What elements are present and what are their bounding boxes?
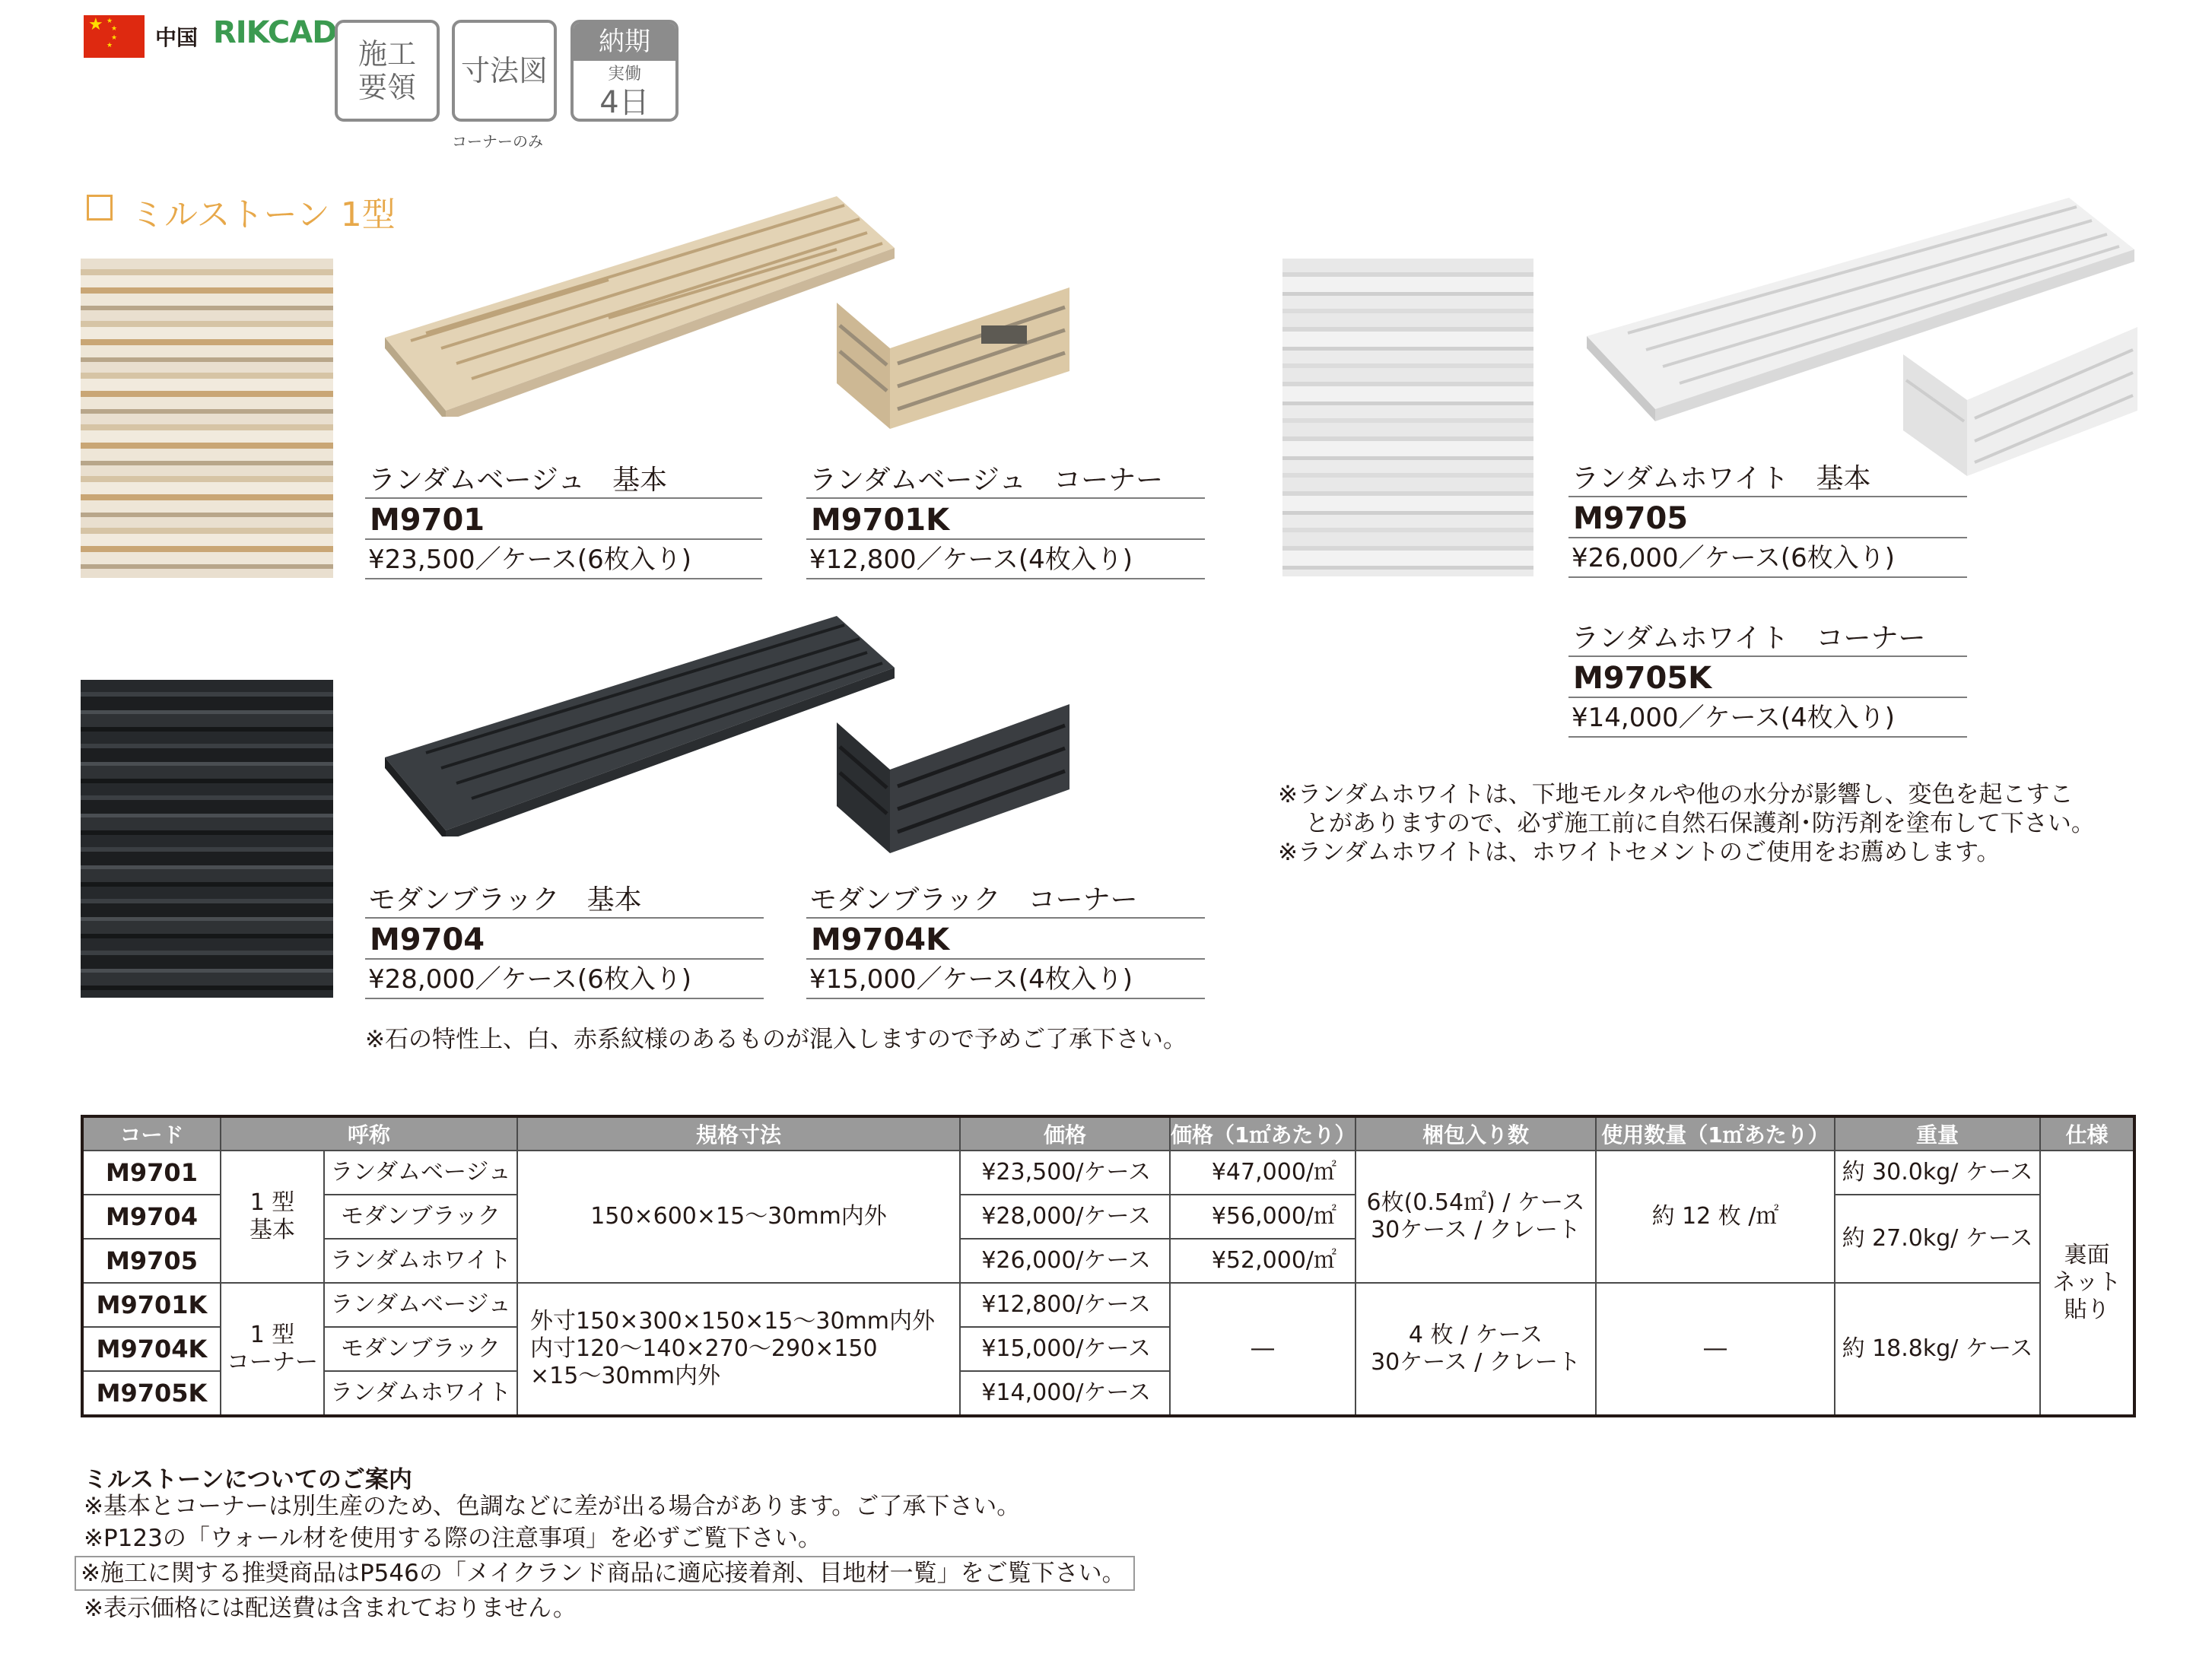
cell-name: ランダムベージュ xyxy=(324,1283,517,1327)
section-checkbox-icon xyxy=(87,195,113,221)
cell-size-corner: 外寸150×300×150×15～30mm内外 内寸120～140×270～290×150 ×15～30mm内外 xyxy=(517,1283,960,1416)
divider xyxy=(365,958,764,960)
cell-code: M9704 xyxy=(82,1195,221,1239)
black-basic-panel-image xyxy=(380,608,905,836)
product-name-black-corner: モダンブラック コーナー xyxy=(809,884,1138,916)
guide-line-boxed: ※施工に関する推奨商品はP546の「メイクランド商品に適応接着剤、目地材一覧」をご覧下さい。 xyxy=(75,1556,1135,1591)
product-name-beige-basic: ランダムベージュ 基本 xyxy=(368,465,668,496)
china-flag-icon: ★ ★ ★ ★ ★ xyxy=(84,15,145,58)
white-wall-swatch xyxy=(1282,259,1533,576)
divider xyxy=(365,538,762,540)
cell-name: ランダムホワイト xyxy=(324,1371,517,1416)
construction-guide-button[interactable] xyxy=(335,20,440,122)
divider xyxy=(806,538,1205,540)
table-row xyxy=(82,1283,2134,1327)
header-usage: 使用数量（1㎡あたり） xyxy=(1596,1116,1835,1151)
header-price: 価格 xyxy=(960,1116,1170,1151)
brand-logo: RIKCAD xyxy=(213,15,337,50)
cell-code: M9704K xyxy=(82,1327,221,1371)
product-code-beige-corner: M9701K xyxy=(811,503,950,538)
divider xyxy=(806,958,1205,960)
white-note-1b: とがありますので、必ず施工前に自然石保護剤･防汚剤を塗布して下さい。 xyxy=(1305,810,2095,837)
table-header-row xyxy=(82,1116,2134,1151)
cell-price: ¥23,500/ケース xyxy=(960,1151,1170,1195)
cell-price-per-m2-corner: ― xyxy=(1170,1283,1355,1416)
divider xyxy=(806,578,1205,579)
divider xyxy=(1568,655,1967,657)
product-price-black-basic: ¥28,000／ケース(6枚入り) xyxy=(368,964,692,995)
product-price-white-basic: ¥26,000／ケース(6枚入り) xyxy=(1572,543,1896,573)
cell-price: ¥15,000/ケース xyxy=(960,1327,1170,1371)
construction-guide-label-2: 要領 xyxy=(358,71,416,104)
cell-weight: 約 18.8kg/ ケース xyxy=(1835,1283,2040,1416)
beige-corner-panel-image xyxy=(829,287,1080,432)
cell-group-basic: 1 型 基本 xyxy=(221,1151,324,1283)
product-price-white-corner: ¥14,000／ケース(4枚入り) xyxy=(1572,703,1896,733)
section-title: ミルストーン 1型 xyxy=(131,195,396,234)
cell-price: ¥14,000/ケース xyxy=(960,1371,1170,1416)
guide-line: ※基本とコーナーは別生産のため、色調などに差が出る場合があります。ご了承下さい。 xyxy=(84,1493,1021,1520)
black-wall-swatch xyxy=(81,680,333,998)
cell-spec: 裏面 ネット 貼り xyxy=(2040,1151,2134,1416)
product-price-black-corner: ¥15,000／ケース(4枚入り) xyxy=(809,964,1133,995)
guide-line: ※P123の「ウォール材を使用する際の注意事項」を必ずご覧下さい。 xyxy=(84,1525,822,1552)
cell-usage-basic: 約 12 枚 /㎡ xyxy=(1596,1151,1835,1283)
product-code-white-basic: M9705 xyxy=(1573,501,1689,536)
divider xyxy=(1568,736,1967,738)
cell-packing-corner: 4 枚 / ケース 30ケース / クレート xyxy=(1355,1283,1596,1416)
guide-title: ミルストーンについてのご案内 xyxy=(84,1466,412,1493)
cell-price-per-m2: ¥56,000/㎡ xyxy=(1170,1195,1355,1239)
stone-note: ※石の特性上、白、赤系紋様のあるものが混入しますので予めご了承下さい。 xyxy=(365,1026,1187,1053)
cell-price: ¥12,800/ケース xyxy=(960,1283,1170,1327)
guide-line: ※表示価格には配送費は含まれておりません。 xyxy=(84,1595,577,1622)
header-packing: 梱包入り数 xyxy=(1355,1116,1596,1151)
cell-price: ¥28,000/ケース xyxy=(960,1195,1170,1239)
divider xyxy=(1568,697,1967,698)
header-name: 呼称 xyxy=(221,1116,517,1151)
dimension-drawing-button[interactable] xyxy=(452,20,557,122)
construction-guide-label-1: 施工 xyxy=(358,37,416,71)
cell-packing-basic: 6枚(0.54㎡) / ケース 30ケース / クレート xyxy=(1355,1151,1596,1283)
product-price-beige-corner: ¥12,800／ケース(4枚入り) xyxy=(809,544,1133,575)
cell-code: M9701K xyxy=(82,1283,221,1327)
divider xyxy=(806,497,1205,499)
cell-weight: 約 27.0kg/ ケース xyxy=(1835,1195,2040,1283)
product-code-white-corner: M9705K xyxy=(1573,661,1712,696)
product-code-beige-basic: M9701 xyxy=(370,503,485,538)
product-price-beige-basic: ¥23,500／ケース(6枚入り) xyxy=(368,544,692,575)
black-corner-panel-image xyxy=(829,704,1080,856)
cell-size-basic: 150×600×15～30mm内外 xyxy=(517,1151,960,1283)
header-code: コード xyxy=(82,1116,221,1151)
cell-group-corner: 1 型 コーナー xyxy=(221,1283,324,1416)
cell-name: ランダムベージュ xyxy=(324,1151,517,1195)
delivery-value: 4日 xyxy=(599,85,650,120)
divider xyxy=(1568,537,1967,538)
table-row xyxy=(82,1151,2134,1195)
divider xyxy=(365,578,762,579)
header-spec: 仕様 xyxy=(2040,1116,2134,1151)
cell-name: ランダムホワイト xyxy=(324,1239,517,1283)
cell-weight: 約 30.0kg/ ケース xyxy=(1835,1151,2040,1195)
divider xyxy=(806,917,1205,919)
cell-usage-corner: ― xyxy=(1596,1283,1835,1416)
cell-code: M9701 xyxy=(82,1151,221,1195)
beige-basic-panel-image xyxy=(380,189,905,417)
header-price-per-m2: 価格（1㎡あたり） xyxy=(1170,1116,1355,1151)
divider xyxy=(365,998,764,999)
divider xyxy=(806,998,1205,999)
divider xyxy=(365,497,762,499)
product-name-beige-corner: ランダムベージュ コーナー xyxy=(809,465,1164,496)
cell-price: ¥26,000/ケース xyxy=(960,1239,1170,1283)
white-note-1a: ※ランダムホワイトは、下地モルタルや他の水分が影響し、変色を起こすこ xyxy=(1278,781,2074,808)
divider xyxy=(1568,496,1967,497)
white-note-2: ※ランダムホワイトは、ホワイトセメントのご使用をお薦めします。 xyxy=(1278,839,2001,866)
delivery-title: 納期 xyxy=(574,23,675,61)
delivery-badge xyxy=(570,20,679,122)
delivery-sub: 実働 xyxy=(607,65,641,84)
cell-name: モダンブラック xyxy=(324,1327,517,1371)
header-weight: 重量 xyxy=(1835,1116,2040,1151)
country-label: 中国 xyxy=(155,25,199,50)
dimension-drawing-label: 寸法図 xyxy=(460,54,548,87)
corner-only-note: コーナーのみ xyxy=(452,132,543,151)
product-code-black-corner: M9704K xyxy=(811,922,950,957)
beige-wall-swatch xyxy=(81,259,333,578)
cell-code: M9705K xyxy=(82,1371,221,1416)
cell-price-per-m2: ¥47,000/㎡ xyxy=(1170,1151,1355,1195)
product-name-white-basic: ランダムホワイト 基本 xyxy=(1572,463,1871,494)
spec-table xyxy=(81,1115,2136,1417)
product-code-black-basic: M9704 xyxy=(370,922,485,957)
divider xyxy=(1568,576,1967,578)
product-name-white-corner: ランダムホワイト コーナー xyxy=(1572,623,1926,654)
product-name-black-basic: モダンブラック 基本 xyxy=(368,884,642,916)
header-size: 規格寸法 xyxy=(517,1116,960,1151)
cell-name: モダンブラック xyxy=(324,1195,517,1239)
cell-price-per-m2: ¥52,000/㎡ xyxy=(1170,1239,1355,1283)
white-corner-panel-image xyxy=(1899,327,2142,479)
cell-code: M9705 xyxy=(82,1239,221,1283)
divider xyxy=(365,917,764,919)
